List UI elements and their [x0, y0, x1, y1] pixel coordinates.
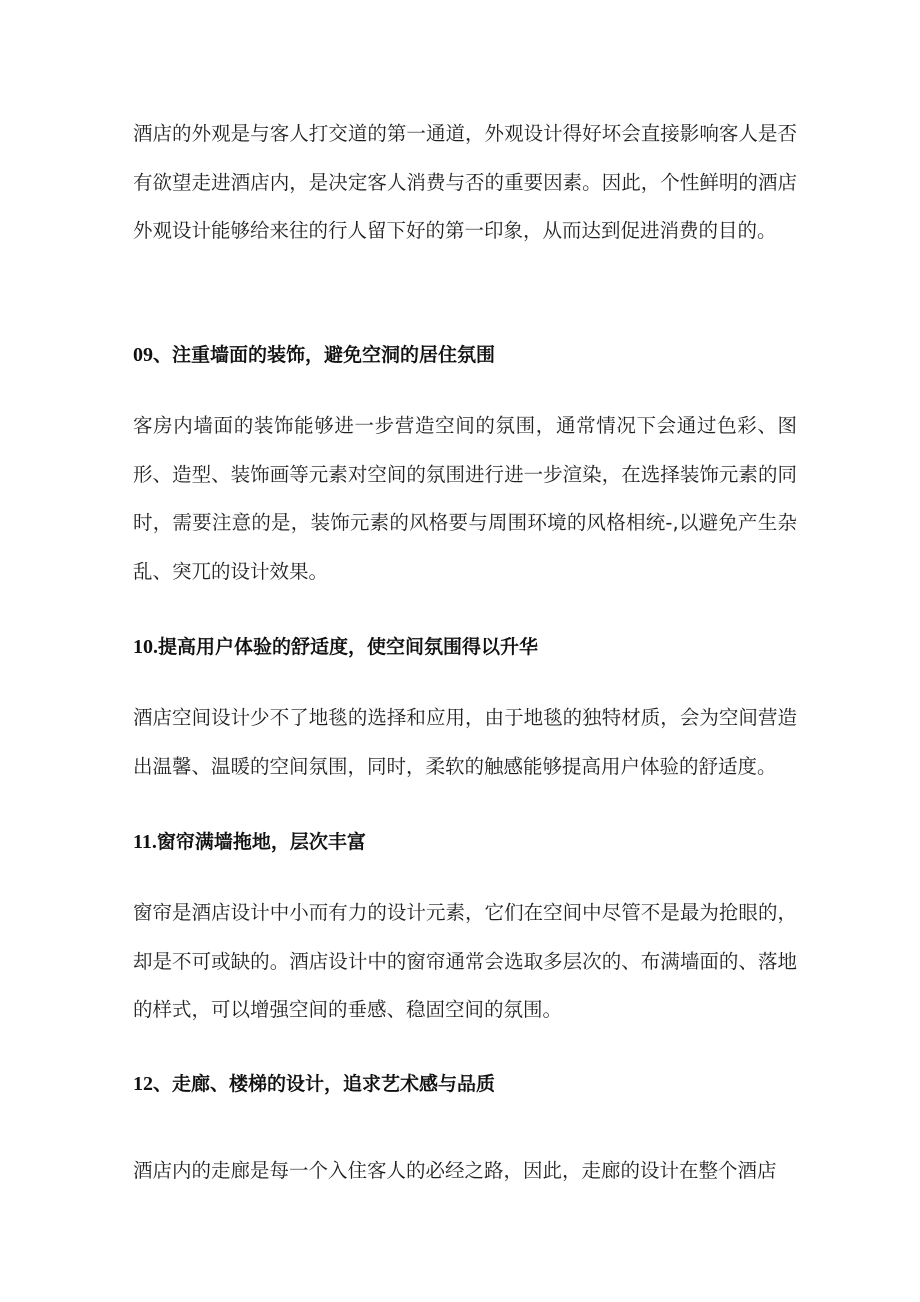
paragraph-hotel-exterior: 酒店的外观是与客人打交道的第一通道，外观设计得好坏会直接影响客人是否有欲望走进酒店内，是决定客人消费与否的重要因素。因此，个性鲜明的酒店外观设计能够给来往的行人留下好的第一印象，从而达到促进消费的目的。: [133, 122, 797, 242]
heading-text: 、走廊、楼梯的设计，追求艺术感与品质: [153, 1073, 496, 1095]
section-heading-12: [133, 1069, 797, 1099]
paragraph-corridor: 酒店内的走廊是每一个入住客人的必经之路，因此，走廊的设计在整个酒店: [133, 1159, 777, 1182]
section-heading-11: [133, 827, 797, 857]
heading-number: 12: [133, 1073, 153, 1095]
paragraph-wall-decoration: 客房内墙面的装饰能够进一步营造空间的氛围，通常情况下会通过色彩、图形、造型、装饰画等元素对空间的氛围进行进一步渲染，在选择装饰元素的同时，需要注意的是，装饰元素的风格要与周围环境的风格相统-,以避免产生杂乱、突兀的设计效果。: [133, 414, 797, 583]
heading-number: 09: [133, 344, 153, 366]
paragraph-curtains: 窗帘是酒店设计中小而有力的设计元素，它们在空间中尽管不是最为抢眼的，却是不可或缺的。酒店设计中的窗帘通常会选取多层次的、布满墙面的、落地的样式，可以增强空间的垂感、稳固空间的氛围。: [133, 901, 797, 1021]
heading-text: 窗帘满墙拖地，层次丰富: [156, 831, 366, 853]
heading-text: 提高用户体验的舒适度，使空间氛围得以升华: [158, 636, 539, 658]
section-heading-10: [133, 632, 797, 662]
heading-number: 11.: [133, 831, 157, 853]
paragraph-carpet: 酒店空间设计少不了地毯的选择和应用，由于地毯的独特材质，会为空间营造出温馨、温暖的空间氛围，同时，柔软的触感能够提高用户体验的舒适度。: [133, 706, 797, 778]
heading-number: 10.: [133, 636, 158, 658]
heading-text: 、注重墙面的装饰，避免空洞的居住氛围: [153, 344, 496, 366]
section-heading-09: [133, 340, 797, 370]
